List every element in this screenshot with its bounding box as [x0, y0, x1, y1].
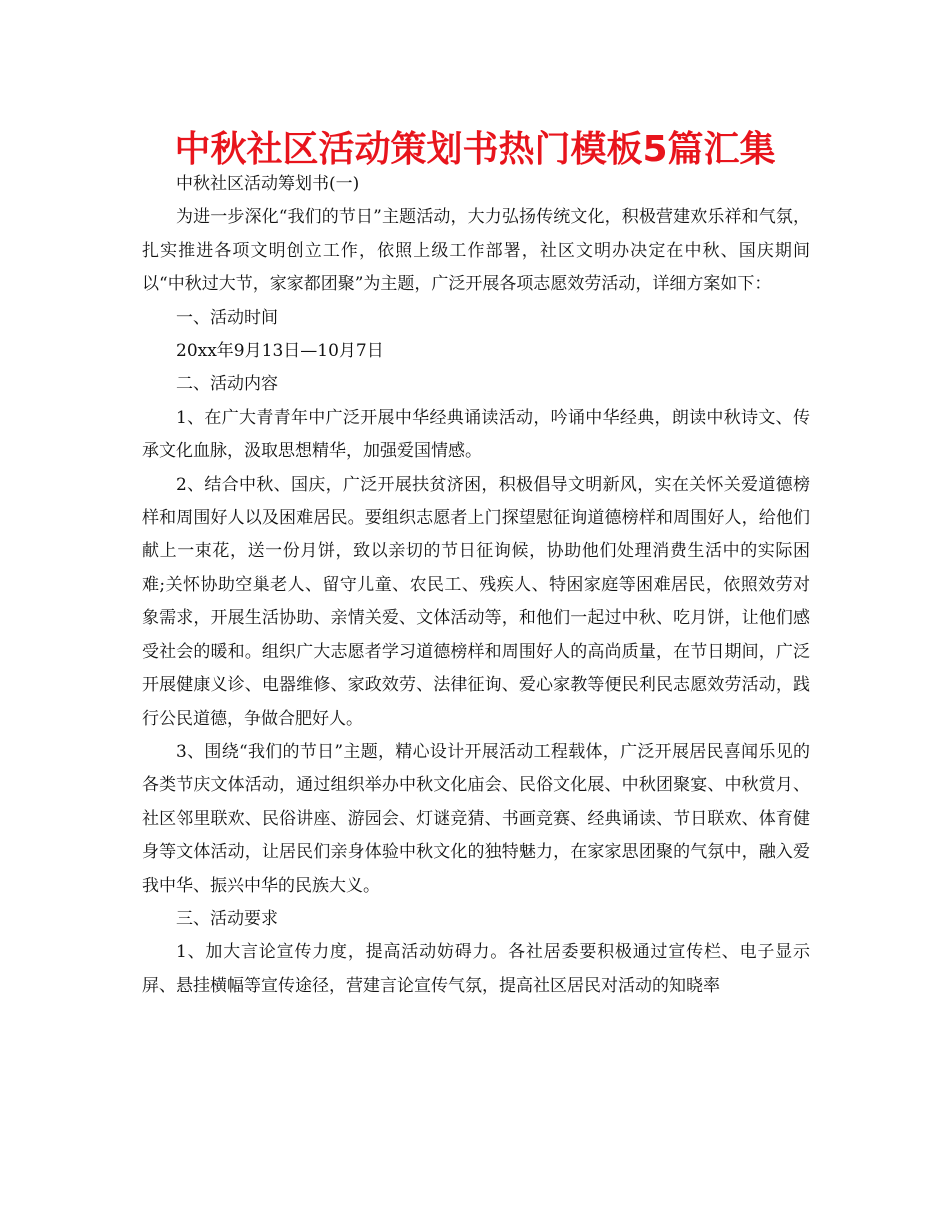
paragraph: 三、活动要求 — [176, 908, 278, 929]
paragraph: 2、结合中秋、国庆，广泛开展扶贫济困，积极倡导文明新风，实在关怀关爱道德榜样和周围好人以及困难居民。要组织志愿者上门探望慰征询道德榜样和周围好人，给他们献上一束花，送一份月饼，致以亲切的节日征询候，协助他们处理消费生活中的实际困难;关怀协助空巢老人、留守儿童、农民工、残疾人、特困家庭等困难居民，依照效劳对象需求，开展生活协助、亲情关爱、文体活动等，和他们一起过中秋、吃月饼，让他们感受社会的暖和。组织广大志愿者学习道德榜样和周围好人的高尚质量，在节日期间，广泛开展健康义诊、电器维修、家政效劳、法律征询、爱心家教等便民利民志愿效劳活动，践行公民道德，争做合肥好人。 — [142, 474, 810, 729]
paragraph: 20xx年9月13日—10月7日 — [176, 341, 384, 362]
paragraph: 二、活动内容 — [176, 374, 278, 395]
paragraph: 1、加大言论宣传力度，提高活动妨碍力。各社居委要积极通过宣传栏、电子显示屏、悬挂横幅等宣传途径，营建言论宣传气氛，提高社区居民对活动的知晓率 — [142, 942, 810, 996]
document-title: 中秋社区活动策划书热门模板5篇汇集 — [174, 129, 776, 170]
paragraph: 一、活动时间 — [176, 307, 278, 328]
paragraph: 为进一步深化“我们的节日”主题活动，大力弘扬传统文化，积极营建欢乐祥和气氛，扎实推进各项文明创立工作，依照上级工作部署，社区文明办决定在中秋、国庆期间以“中秋过大节，家家都团聚”为主题，广泛开展各项志愿效劳活动，详细方案如下： — [142, 207, 810, 295]
document-body — [142, 168, 810, 1003]
paragraph: 3、围绕“我们的节日”主题，精心设计开展活动工程载体，广泛开展居民喜闻乐见的各类节庆文体活动，通过组织举办中秋文化庙会、民俗文化展、中秋团聚宴、中秋赏月、社区邻里联欢、民俗讲座、游园会、灯谜竞猜、书画竞赛、经典诵读、节日联欢、体育健身等文体活动，让居民们亲身体验中秋文化的独特魅力，在家家思团聚的气氛中，融入爱我中华、振兴中华的民族大义。 — [142, 741, 810, 896]
paragraph: 1、在广大青青年中广泛开展中华经典诵读活动，吟诵中华经典，朗读中秋诗文、传承文化血脉，汲取思想精华，加强爱国情感。 — [142, 407, 810, 462]
paragraph: 中秋社区活动筹划书(一) — [176, 174, 360, 194]
